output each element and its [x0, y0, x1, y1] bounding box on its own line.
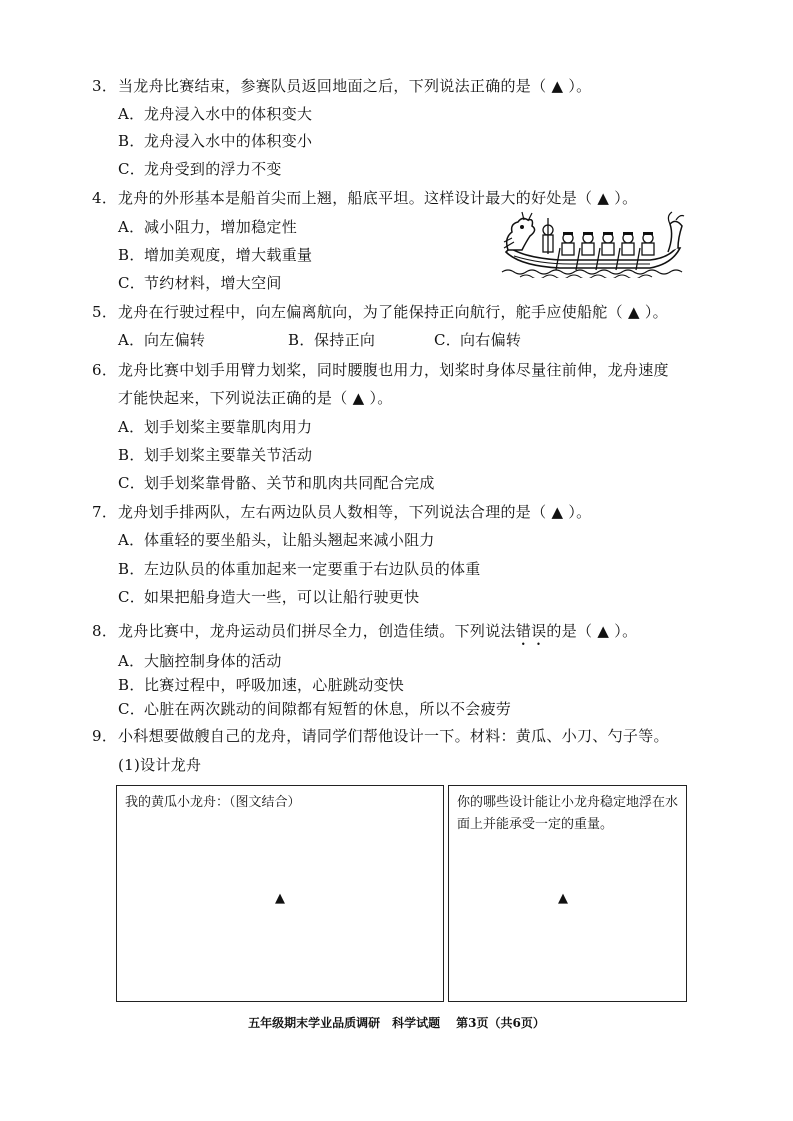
design-explanation-box[interactable] — [448, 785, 687, 1002]
question-text: 龙舟划手排两队，左右两边队员人数相等，下列说法合理的是（ ▲ ）。 — [118, 503, 592, 521]
option-text: 减小阻力，增加稳定性 — [144, 218, 298, 236]
option-text: 保持正向 — [314, 331, 376, 349]
option-label: A． — [118, 331, 145, 349]
emphasized-word: 错误 — [515, 622, 547, 640]
option-text: 龙舟浸入水中的体积变小 — [144, 132, 313, 150]
option-text: 划手划桨主要靠关节活动 — [144, 446, 313, 464]
dragon-boat-illustration — [500, 208, 686, 278]
question-number: 8． — [92, 622, 118, 640]
option-text: 划手划桨靠骨骼、关节和肌肉共同配合完成 — [144, 474, 435, 492]
question-text: 龙舟在行驶过程中，向左偏离航向，为了能保持正向航行，舵手应使船舵（ ▲ ）。 — [118, 303, 668, 321]
question-text-end: 的是（ ▲ ）。 — [546, 622, 638, 640]
q7-option-b[interactable] — [118, 559, 481, 579]
question-9 — [92, 726, 669, 746]
question-3 — [92, 76, 591, 96]
question-text: 小科想要做艘自己的龙舟，请同学们帮他设计一下。材料：黄瓜、小刀、勺子等。 — [118, 727, 669, 745]
option-text: 划手划桨主要靠肌肉用力 — [144, 418, 313, 436]
option-label: B． — [118, 132, 145, 150]
option-label: C． — [118, 160, 146, 178]
option-text: 龙舟浸入水中的体积变大 — [144, 105, 313, 123]
option-label: B． — [118, 246, 145, 264]
question-text: 龙舟比赛中划手用臂力划桨，同时腰腹也用力，划桨时身体尽量往前伸，龙舟速度 — [118, 361, 669, 379]
q5-option-c[interactable] — [434, 330, 521, 350]
question-6 — [92, 360, 669, 380]
question-5 — [92, 302, 668, 322]
question-text: 才能快起来，下列说法正确的是（ ▲ ）。 — [118, 389, 393, 407]
q4-option-c[interactable] — [118, 273, 282, 293]
question-8 — [92, 621, 637, 649]
option-label: B． — [118, 676, 145, 694]
option-label: B． — [118, 560, 145, 578]
question-number: 7． — [92, 503, 118, 521]
question-text: 当龙舟比赛结束，参赛队员返回地面之后，下列说法正确的是（ ▲ ）。 — [118, 77, 592, 95]
option-text: 左边队员的体重加起来一定要重于右边队员的体重 — [144, 560, 481, 578]
option-text: 体重轻的要坐船头，让船头翘起来减小阻力 — [144, 531, 435, 549]
option-label: A． — [118, 418, 145, 436]
question-number: 9． — [92, 727, 118, 745]
q6-option-a[interactable] — [118, 417, 312, 437]
question-number: 3． — [92, 77, 118, 95]
page-footer — [0, 1014, 793, 1031]
option-label: A． — [118, 531, 145, 549]
question-text: 龙舟比赛中，龙舟运动员们拼尽全力，创造佳绩。下列说法 — [118, 622, 516, 640]
question-number: 5． — [92, 303, 118, 321]
option-label: A． — [118, 652, 145, 670]
question-7 — [92, 502, 591, 522]
option-text: 心脏在两次跳动的间隙都有短暂的休息，所以不会疲劳 — [144, 700, 512, 718]
q7-option-c[interactable] — [118, 587, 419, 607]
q8-option-a[interactable] — [118, 651, 282, 671]
option-text: 增加美观度，增大载重量 — [144, 246, 313, 264]
question-number: 4． — [92, 189, 118, 207]
option-text: 比赛过程中，呼吸加速，心脏跳动变快 — [144, 676, 405, 694]
option-label: C． — [118, 588, 146, 606]
option-text: 向左偏转 — [144, 331, 206, 349]
option-text: 节约材料，增大空间 — [144, 274, 282, 292]
question-4 — [92, 188, 637, 208]
q3-option-a[interactable] — [118, 104, 312, 124]
q4-option-a[interactable] — [118, 217, 297, 237]
option-label: B． — [288, 331, 315, 349]
footer-page-number: 第3页（共6页） — [456, 1016, 545, 1030]
q4-option-b[interactable] — [118, 245, 312, 265]
q6-option-b[interactable] — [118, 445, 312, 465]
question-6-continued — [118, 388, 393, 408]
footer-exam-title: 五年级期末学业品质调研 科学试题 — [248, 1016, 441, 1030]
option-text: 龙舟受到的浮力不变 — [144, 160, 282, 178]
question-number: 6． — [92, 361, 118, 379]
question-9-sub-1 — [118, 755, 201, 775]
q8-option-c[interactable] — [118, 699, 511, 719]
option-label: C． — [118, 474, 146, 492]
design-drawing-box[interactable] — [116, 785, 444, 1002]
option-text: 大脑控制身体的活动 — [144, 652, 282, 670]
q3-option-c[interactable] — [118, 159, 282, 179]
option-label: C． — [118, 274, 146, 292]
q8-option-b[interactable] — [118, 675, 404, 695]
option-label: A． — [118, 218, 145, 236]
option-label: A． — [118, 105, 145, 123]
q5-option-b[interactable] — [288, 330, 375, 350]
option-text: 如果把船身造大一些，可以让船行驶更快 — [144, 588, 420, 606]
question-text: 龙舟的外形基本是船首尖而上翘，船底平坦。这样设计最大的好处是（ ▲ ）。 — [118, 189, 638, 207]
answer-mark: ▲ — [558, 891, 568, 906]
answer-mark: ▲ — [275, 891, 285, 906]
q7-option-a[interactable] — [118, 530, 435, 550]
option-text: 向右偏转 — [460, 331, 522, 349]
q3-option-b[interactable] — [118, 131, 312, 151]
q6-option-c[interactable] — [118, 473, 435, 493]
design-box-label: 我的黄瓜小龙舟：（图文结合） — [125, 795, 301, 810]
sub-question-label: (1)设计龙舟 — [118, 756, 202, 774]
option-label: B． — [118, 446, 145, 464]
option-label: C． — [434, 331, 462, 349]
option-label: C． — [118, 700, 146, 718]
explanation-box-label: 你的哪些设计能让小龙舟稳定地浮在水面上并能承受一定的重量。 — [457, 795, 679, 832]
q5-option-a[interactable] — [118, 330, 205, 350]
